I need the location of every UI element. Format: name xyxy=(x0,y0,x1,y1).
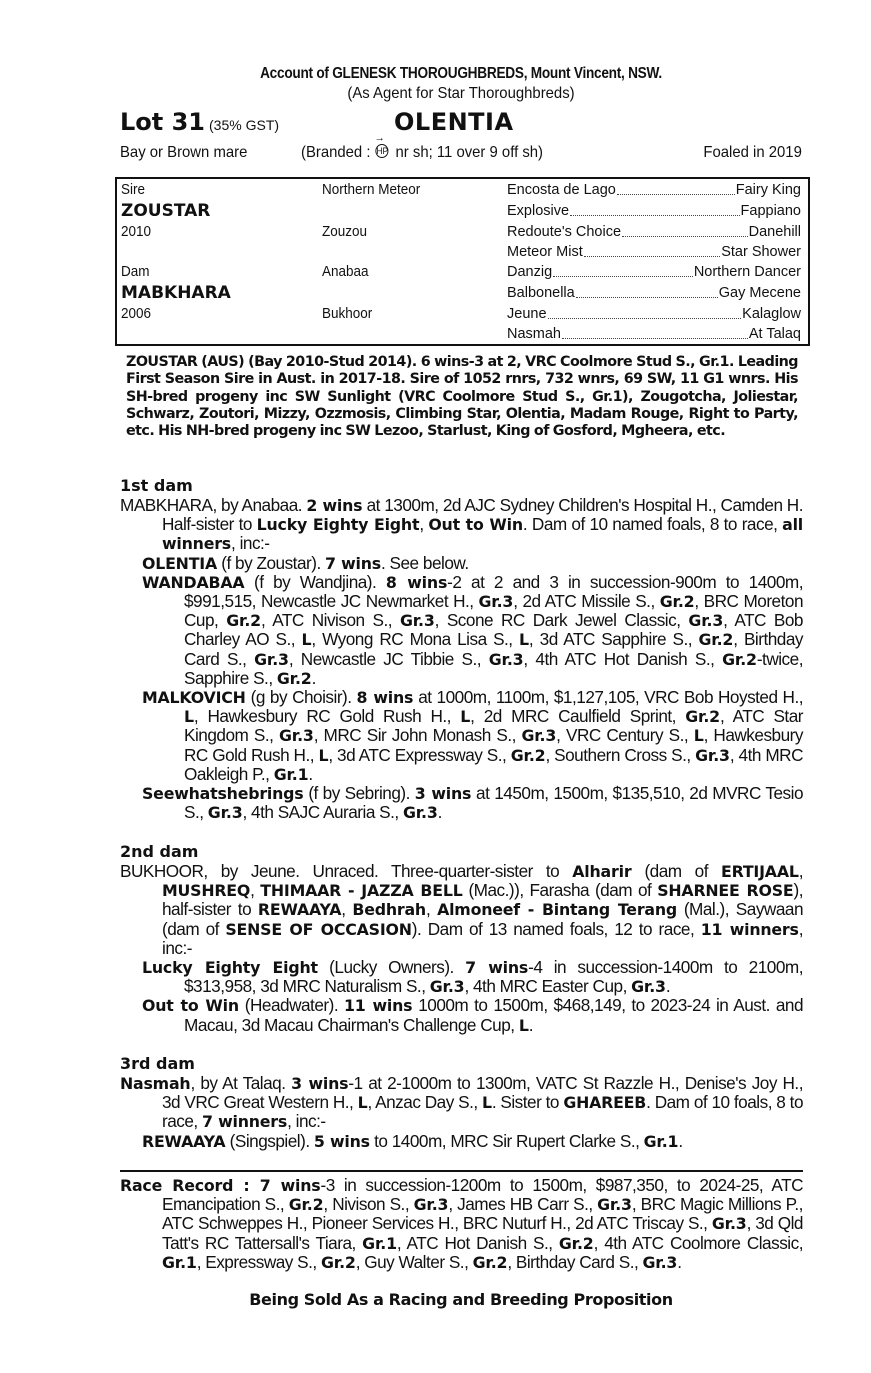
dam-year: 2006 xyxy=(121,306,152,322)
horse-name: OLENTIA xyxy=(394,108,514,136)
ggp-sire: Fappiano xyxy=(740,203,801,219)
bold-run: Gr.1 xyxy=(273,764,309,784)
text-run: (g by Choisir). xyxy=(245,687,357,708)
bold-run: Gr.3 xyxy=(478,592,514,612)
bold-run: Gr.2 xyxy=(276,668,312,688)
text-run: , 4th SAJC Auraria S., xyxy=(242,802,403,823)
text-run: , Southern Cross S., xyxy=(545,744,696,765)
text-run: (Mac.)), Farasha (dam of xyxy=(462,880,658,901)
text-run: at 1450m, 1500m, $135,510, 2d MVRC Tesio S., xyxy=(184,783,803,823)
third-dam-section xyxy=(120,1054,803,1151)
ggp-sire: Northern Dancer xyxy=(693,264,801,280)
text-run: . xyxy=(528,1014,533,1035)
bold-run: REWAAYA xyxy=(257,900,342,920)
ggp-sire: Danehill xyxy=(748,224,801,240)
brand-prefix: (Branded : xyxy=(301,144,371,161)
ggp-horse: Meteor Mist xyxy=(507,244,583,260)
bold-run: Alharir xyxy=(572,862,632,881)
text-run: , Birthday Card S., xyxy=(507,1251,643,1272)
text-run: (Singspiel). xyxy=(225,1130,314,1151)
sire-dam: Zouzou xyxy=(322,224,367,240)
ggp-sire: Fairy King xyxy=(735,182,801,198)
bold-run: L xyxy=(184,707,194,727)
text-run: (f by Sebring). xyxy=(303,783,415,804)
bold-run: Gr.3 xyxy=(695,745,730,765)
text-run: , Birthday Card S., xyxy=(184,629,804,669)
great-grandparent-row xyxy=(507,242,801,263)
text-run: , 4th ATC Coolmore Classic, xyxy=(593,1232,803,1253)
bold-run: Gr.3 xyxy=(642,1252,678,1272)
progeny-entry xyxy=(120,958,803,996)
section-heading: 3rd dam xyxy=(120,1054,195,1073)
text-run: (Headwater). xyxy=(238,995,344,1016)
progeny-entry xyxy=(120,688,803,784)
ggp-horse: Encosta de Lago xyxy=(507,182,616,198)
bold-run: 8 wins xyxy=(356,688,414,708)
selling-note: Being Sold As a Racing and Breeding Proposition xyxy=(249,1290,673,1309)
text-run: , Scone RC Dark Jewel Classic, xyxy=(434,610,689,631)
bold-run: Lucky Eighty Eight xyxy=(142,958,318,978)
great-grandparent-row xyxy=(507,324,801,345)
leader-dots xyxy=(622,222,748,237)
bold-run: 7 wins xyxy=(325,553,381,573)
bold-run: L xyxy=(460,707,471,727)
dam-name: MABKHARA xyxy=(121,283,231,303)
bold-run: Gr.3 xyxy=(631,977,666,997)
great-grandparent-row xyxy=(507,222,801,243)
text-run: ), half-sister to xyxy=(162,880,803,920)
sex-colour: Bay or Brown mare xyxy=(120,144,248,161)
bold-run: 5 wins xyxy=(313,1131,370,1151)
text-run: . xyxy=(308,763,313,784)
text-run: , 3d Qld Tatt's RC Tattersall's Tiara, xyxy=(162,1213,803,1253)
text-run: , 4th MRC Oakleigh P., xyxy=(184,744,803,784)
text-run: , MRC Sir John Monash S., xyxy=(313,725,522,746)
bold-run: Gr.2 xyxy=(320,1252,356,1272)
text-run: . xyxy=(665,976,671,997)
leader-dots xyxy=(553,262,693,277)
great-grandparent-row xyxy=(507,201,801,222)
bold-run: MALKOVICH xyxy=(142,688,246,708)
bold-run: Gr.2 xyxy=(510,745,546,765)
bold-run: Gr.2 xyxy=(472,1252,508,1272)
text-run: (Lucky Owners). xyxy=(317,957,466,978)
bold-run: Gr.2 xyxy=(722,649,757,669)
bold-run: Seewhatshebrings xyxy=(142,784,304,804)
text-run: . Dam of 10 named foals, 8 to race, xyxy=(522,514,783,535)
text-run: . xyxy=(678,1130,683,1151)
dam-dam: Bukhoor xyxy=(322,306,373,322)
sire-summary: ZOUSTAR (AUS) (Bay 2010-Stud 2014). 6 wins-3 at 2, VRC Coolmore Stud S., Gr.1. Leading First Season Sire in Aust. in 2017-18. Sire of 1052 rnrs, 732 wnrs, 69 SW, 11 G1 wnrs. His SH-bred progeny inc SW Sunlight (VRC Coolmore Stud S., Gr.1), Zougotcha, Joliestar, Schwarz, Zoutori, Mizzy, Ozzmosis, Climbing Star, Olentia, Madam Rouge, Right to Party, etc. His NH-bred progeny inc SW Lezoo, Starlust, King of Gosford, Mgheera, etc. xyxy=(126,354,798,440)
bold-run: L xyxy=(693,726,704,746)
text-run: (f by Wandjina). xyxy=(244,571,386,592)
text-run: . xyxy=(311,667,316,688)
sire-label: Sire xyxy=(121,182,145,198)
text-run: -1 at 2-1000m to 1300m, VATC St Razzle H., Denise's Joy H., 3d VRC Great Western H., xyxy=(162,1073,803,1113)
text-run: , 3d ATC Sapphire S., xyxy=(528,629,699,650)
bold-run: Almoneef - Bintang Terang xyxy=(437,900,678,920)
ggp-sire: Star Shower xyxy=(721,244,801,260)
pedigree-table xyxy=(115,177,810,346)
bold-run: L xyxy=(357,1093,368,1113)
lot-label: Lot 31 xyxy=(120,108,206,136)
bold-run: 2 wins xyxy=(306,496,363,515)
ggp-horse: Danzig xyxy=(507,264,553,280)
text-run: , inc:- xyxy=(231,533,270,554)
ggp-horse: Balbonella xyxy=(507,285,575,301)
text-run: . Sister to xyxy=(491,1092,564,1113)
bold-run: Gr.3 xyxy=(413,1195,449,1215)
text-run: , 4th MRC Easter Cup, xyxy=(464,976,632,997)
bold-run: L xyxy=(518,1015,529,1035)
bold-run: Bedhrah xyxy=(352,900,426,920)
bold-run: 8 wins xyxy=(385,572,448,592)
great-grandparent-row xyxy=(507,283,801,304)
sire-sire: Northern Meteor xyxy=(322,182,421,198)
text-run: , by At Talaq. xyxy=(190,1073,292,1093)
bold-run: 11 winners xyxy=(700,919,799,939)
text-run: , Anzac Day S., xyxy=(367,1092,482,1113)
bold-run: L xyxy=(519,630,529,650)
leader-dots xyxy=(584,242,720,257)
ggp-sire: Gay Mecene xyxy=(718,285,801,301)
text-run: , xyxy=(341,899,353,920)
text-run: , 4th ATC Hot Danish S., xyxy=(523,648,723,669)
text-run: to 1400m, MRC Sir Rupert Clarke S., xyxy=(369,1130,644,1151)
text-run: ). Dam of 13 named foals, 12 to race, xyxy=(411,918,701,939)
text-run: 1000m to 1500m, $468,149, to 2023-24 in Aust. and Macau, 3d Macau Chairman's Challenge Cup, xyxy=(184,995,803,1035)
race-record xyxy=(120,1170,803,1272)
bold-run: Gr.1 xyxy=(643,1131,679,1151)
text-run: , ATC Nivison S., xyxy=(260,610,400,631)
progeny-entry xyxy=(120,554,803,573)
catalogue-page-header xyxy=(118,64,804,167)
text-run: (Mal.), Saywaan (dam of xyxy=(162,899,804,939)
text-run: at 1300m, 2d AJC Sydney Children's Hospital H., Camden H. Half-sister to xyxy=(162,495,803,535)
bold-run: SENSE OF OCCASION xyxy=(225,919,412,939)
section-body xyxy=(120,862,803,1035)
ggp-horse: Nasmah xyxy=(507,326,561,342)
bold-run: Gr.3 xyxy=(207,803,243,823)
bold-run: 7 wins xyxy=(465,958,529,978)
text-run: , Guy Walter S., xyxy=(355,1251,473,1272)
text-run: , inc:- xyxy=(287,1111,326,1132)
bold-run: Gr.3 xyxy=(488,649,524,669)
section-heading: 1st dam xyxy=(120,476,193,495)
ggp-horse: Redoute's Choice xyxy=(507,224,622,240)
first-dam-section xyxy=(120,476,803,822)
text-run: , Newcastle JC Tibbie S., xyxy=(288,648,489,669)
bold-run: Gr.3 xyxy=(429,977,465,997)
text-run: -twice, Sapphire S., xyxy=(184,648,803,688)
bold-run: Gr.3 xyxy=(402,803,438,823)
bold-run: 11 wins xyxy=(343,996,413,1016)
great-grandparent-row xyxy=(507,262,801,283)
lot-number xyxy=(120,105,279,142)
text-run: , 2d ATC Missile S., xyxy=(513,591,660,612)
text-run: , xyxy=(425,899,438,920)
lot-row xyxy=(118,105,804,139)
text-run: , xyxy=(250,880,261,901)
text-run: . Dam of 10 foals, 8 to race, xyxy=(162,1092,804,1132)
text-run: , xyxy=(419,514,429,535)
text-run: (dam of xyxy=(631,861,722,881)
bold-run: Gr.2 xyxy=(685,707,720,727)
bold-run: Gr.2 xyxy=(288,1195,324,1215)
bold-run: GHAREEB xyxy=(563,1093,647,1113)
progeny-entry xyxy=(120,573,803,688)
text-run: -2 at 2 and 3 in succession-900m to 1400m, $991,515, Newcastle JC Newmarket H., xyxy=(184,571,803,612)
text-run: , Wyong RC Mona Lisa S., xyxy=(311,629,520,650)
bold-run: Gr.3 xyxy=(711,1214,747,1234)
great-grandparent-row xyxy=(507,304,801,325)
text-run: , Expressway S., xyxy=(196,1251,321,1272)
sire-name: ZOUSTAR xyxy=(121,201,211,221)
bold-run: ERTIJAAL xyxy=(721,862,799,881)
second-dam-section xyxy=(120,842,803,1035)
bold-run: 7 winners xyxy=(202,1112,288,1132)
bold-run: 3 wins xyxy=(414,784,472,804)
bold-run: SHARNEE ROSE xyxy=(657,881,794,901)
bold-run: MUSHREQ xyxy=(162,881,251,901)
ggp-sire: Kalaglow xyxy=(742,306,801,322)
bold-run: 3 wins xyxy=(291,1074,349,1093)
ggp-horse: Jeune xyxy=(507,306,547,322)
progeny-entry xyxy=(120,996,803,1034)
text-run: . See below. xyxy=(380,552,469,573)
bold-run: Gr.3 xyxy=(254,649,289,669)
leader-dots xyxy=(617,180,735,195)
dam-label: Dam xyxy=(121,264,150,280)
dam-entry xyxy=(120,862,803,958)
text-run: , James HB Carr S., xyxy=(448,1194,598,1215)
leader-dots xyxy=(548,304,742,319)
bold-run: Gr.2 xyxy=(558,1233,594,1253)
bold-run: Lucky Eighty Eight xyxy=(256,515,420,535)
bold-run: all winners xyxy=(162,515,804,554)
text-run: , ATC Hot Danish S., xyxy=(396,1232,559,1253)
brand-mark-icon xyxy=(374,132,392,159)
section-body xyxy=(120,496,803,822)
text-run: (f by Zoustar). xyxy=(217,552,326,573)
text-run: , ATC Star Kingdom S., xyxy=(184,706,803,746)
bold-run: THIMAAR - JAZZA BELL xyxy=(260,881,463,901)
bold-run: Gr.3 xyxy=(399,611,435,631)
text-run: , 2d MRC Caulfield Sprint, xyxy=(470,706,686,727)
dam-entry xyxy=(120,1074,803,1132)
text-run: . xyxy=(437,802,442,823)
bold-run: L xyxy=(301,630,312,650)
sire-year: 2010 xyxy=(121,224,152,240)
bold-run: Gr.2 xyxy=(698,630,734,650)
bold-run: L xyxy=(481,1093,492,1113)
bold-run: Nasmah xyxy=(120,1074,191,1093)
text-run: -3 in succession-1200m to 1500m, $987,350, to 2024-25, ATC Emancipation S., xyxy=(162,1175,803,1215)
text-run: , Hawkesbury RC Gold Rush H., xyxy=(193,706,461,727)
section-body xyxy=(120,1074,803,1151)
text-run: , Hawkesbury RC Gold Rush H., xyxy=(184,725,803,765)
text-run: , ATC Bob Charley AO S., xyxy=(184,610,803,650)
progeny-entry xyxy=(120,784,803,822)
progeny-entry xyxy=(120,1132,803,1151)
text-run: , BRC Magic Millions P., ATC Schweppes H., Pioneer Services H., BRC Nuturf H., 2d ATC Triscay S., xyxy=(162,1194,803,1234)
great-grandparent-row xyxy=(507,180,801,201)
bold-run: Gr.3 xyxy=(688,611,724,631)
text-run: . xyxy=(677,1251,682,1272)
text-run: , xyxy=(798,861,803,881)
ggp-sire: At Talaq xyxy=(748,326,801,342)
text-run: MABKHARA, by Anabaa. xyxy=(120,495,307,515)
text-run: , Nivison S., xyxy=(323,1194,414,1215)
foaled-year: Foaled in 2019 xyxy=(703,144,802,161)
bold-run: Out to Win xyxy=(142,996,239,1016)
brand-symbol: HP xyxy=(376,146,389,156)
arrow-icon: → xyxy=(374,132,385,144)
leader-dots xyxy=(562,324,748,339)
text-run: at 1000m, 1100m, $1,127,105, VRC Bob Hoysted H., xyxy=(413,687,803,708)
bold-run: OLENTIA xyxy=(142,553,217,573)
bold-run: Gr.3 xyxy=(597,1195,632,1215)
bold-run: Gr.2 xyxy=(659,592,695,612)
bold-run: WANDABAA xyxy=(142,572,245,592)
dam-entry xyxy=(120,496,803,554)
vendor-account: Account of GLENESK THOROUGHBREDS, Mount Vincent, NSW. xyxy=(260,65,662,82)
text-run: , inc:- xyxy=(162,918,804,958)
text-run: BUKHOOR, by Jeune. Unraced. Three-quarter-sister to xyxy=(120,861,573,881)
bold-run: Gr.1 xyxy=(362,1233,397,1253)
bold-run: Out to Win xyxy=(428,515,523,535)
bold-run: Race Record : 7 wins xyxy=(120,1176,321,1195)
text-run: , VRC Century S., xyxy=(556,725,694,746)
text-run: , 3d ATC Expressway S., xyxy=(328,744,511,765)
section-heading: 2nd dam xyxy=(120,842,199,861)
bold-run: REWAAYA xyxy=(142,1131,226,1151)
brand-suffix: nr sh; 11 over 9 off sh) xyxy=(395,144,544,161)
brand-info xyxy=(301,132,544,167)
horse-info-row xyxy=(118,132,804,167)
text-run: , BRC Moreton Cup, xyxy=(184,591,803,631)
dam-sire: Anabaa xyxy=(322,264,369,280)
leader-dots xyxy=(570,201,739,216)
gst-note: (35% GST) xyxy=(209,117,280,133)
ggp-horse: Explosive xyxy=(507,203,570,219)
text-run: -4 in succession-1400m to 2100m, $313,958, 3d MRC Naturalism S., xyxy=(184,957,804,997)
bold-run: Gr.1 xyxy=(162,1252,197,1272)
vendor-agent: (As Agent for Star Thoroughbreds) xyxy=(347,85,575,102)
bold-run: L xyxy=(318,745,329,765)
bold-run: Gr.3 xyxy=(521,726,557,746)
leader-dots xyxy=(576,283,718,298)
bold-run: Gr.3 xyxy=(278,726,314,746)
bold-run: Gr.2 xyxy=(226,611,261,631)
